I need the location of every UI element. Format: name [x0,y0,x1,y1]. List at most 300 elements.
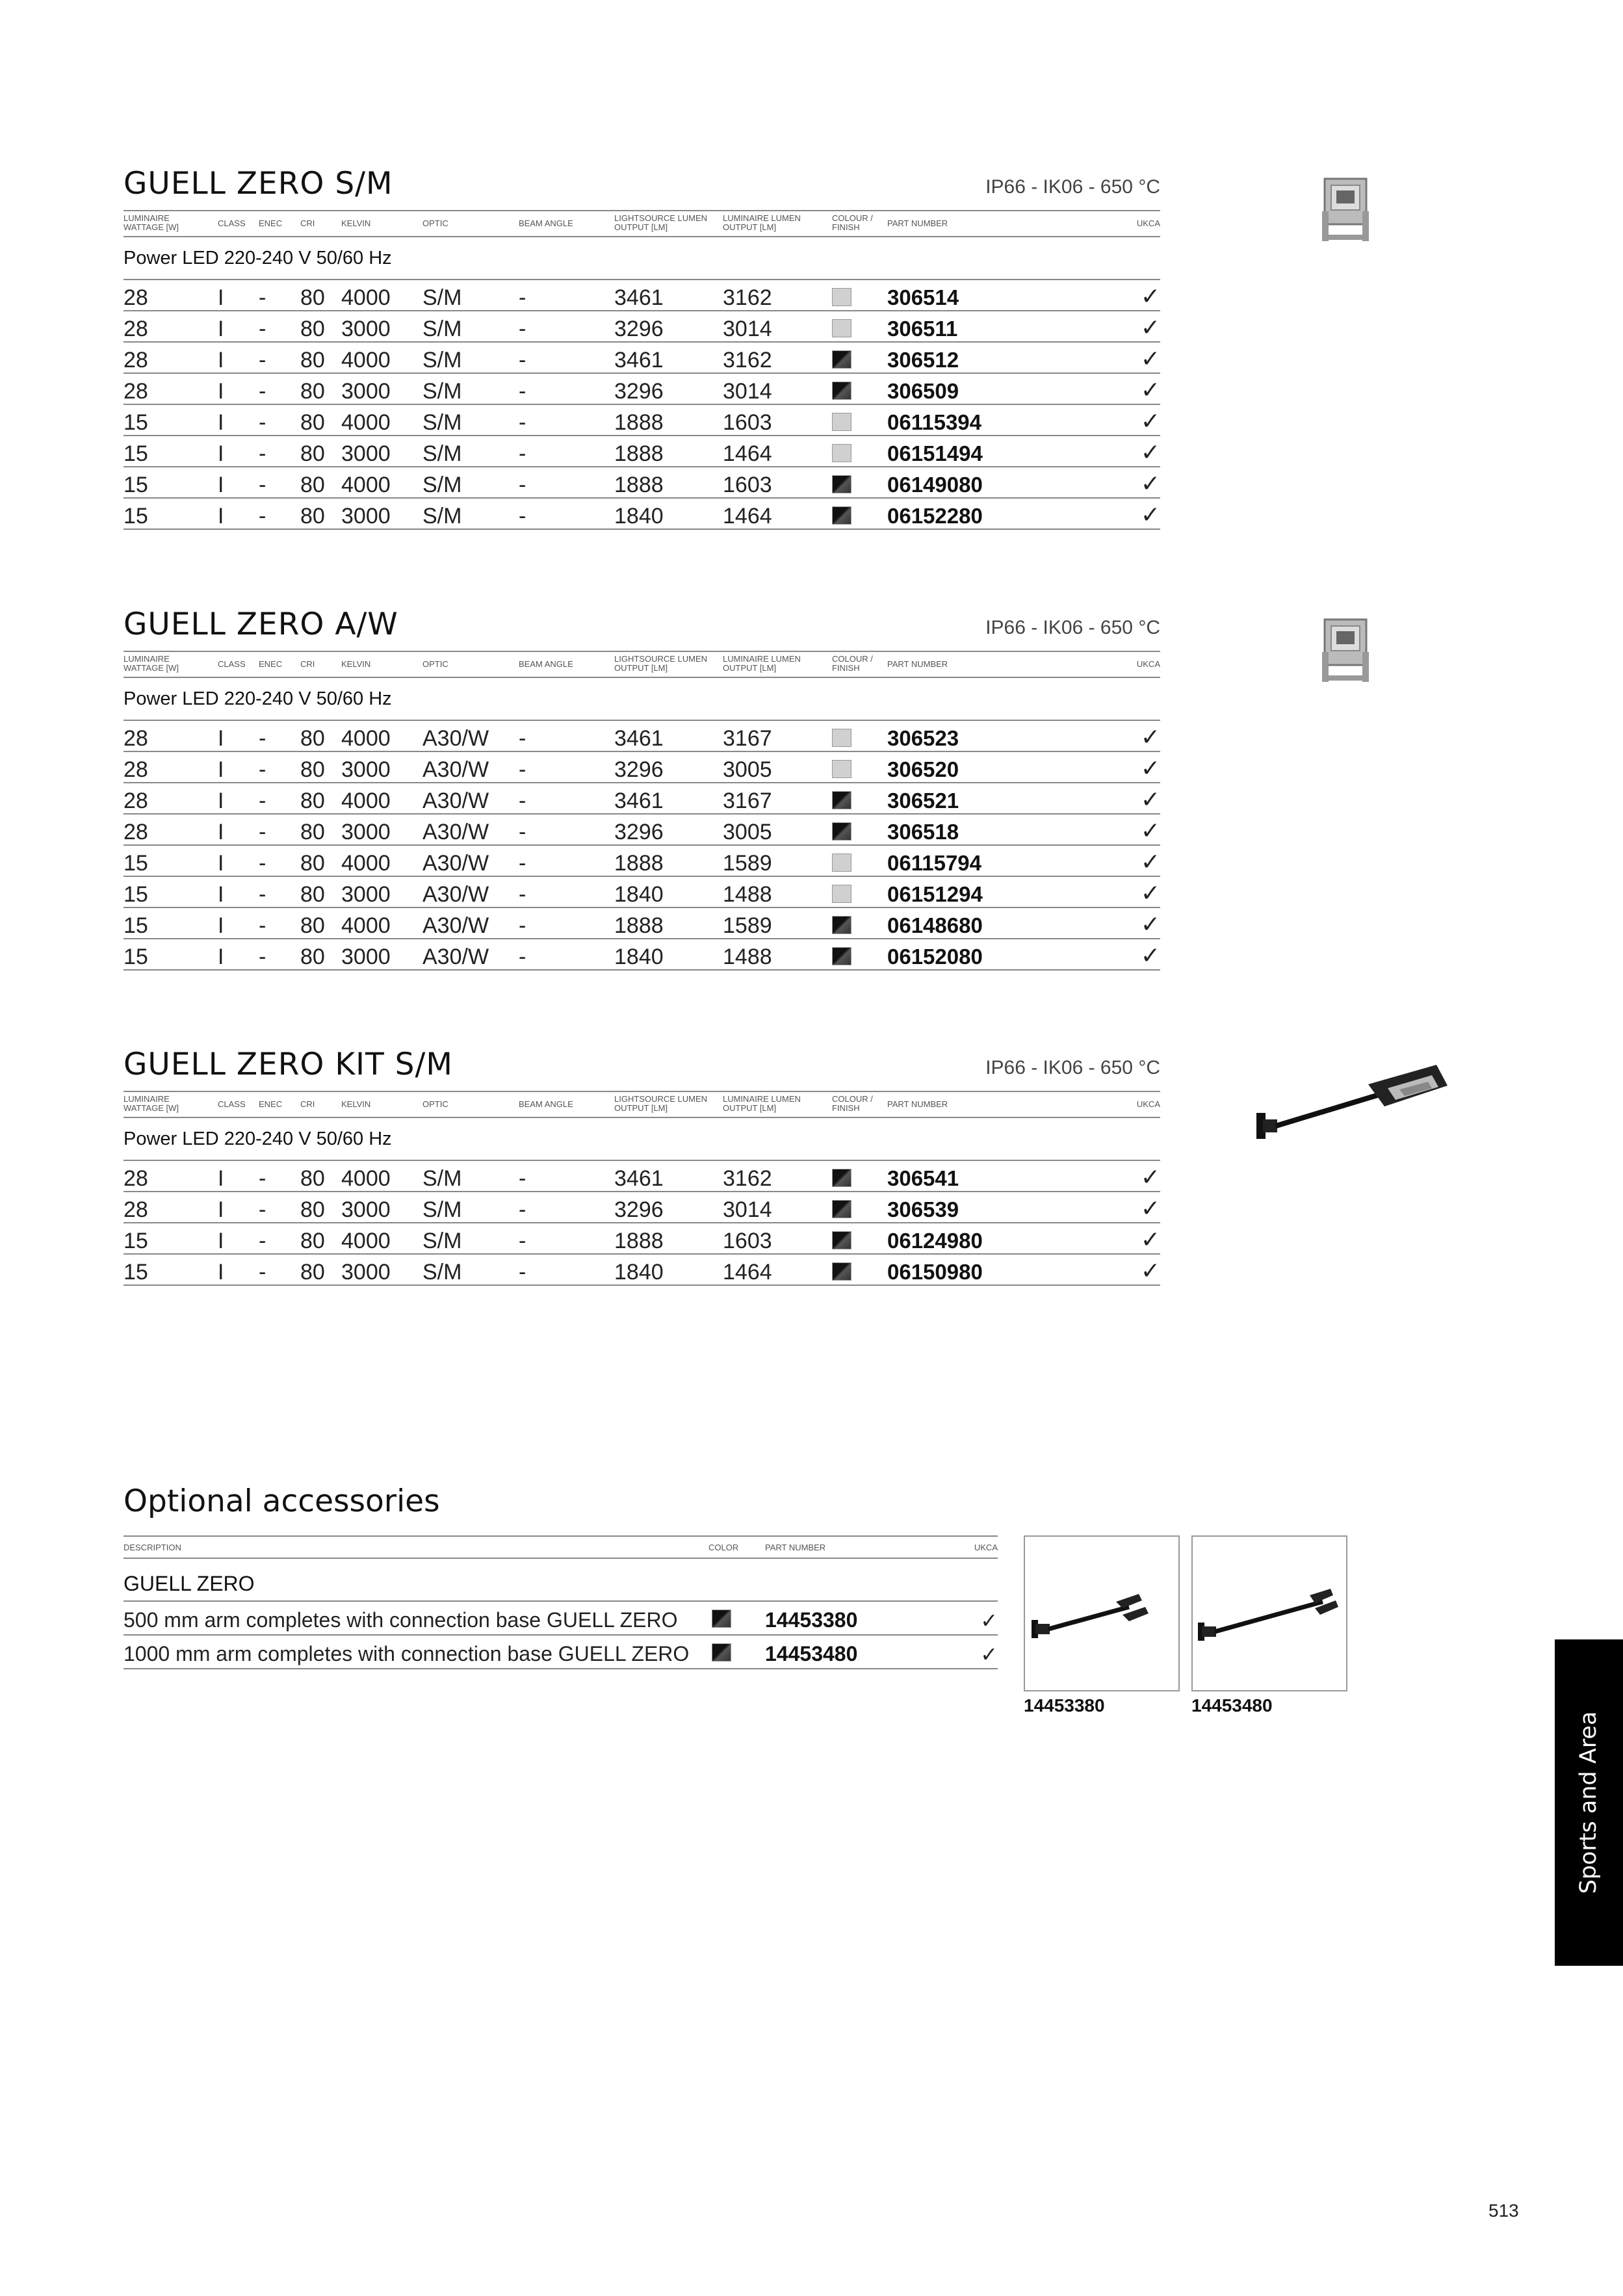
header-wattage: LUMINAIRE WATTAGE [W] [123,1094,179,1113]
ukca-check-icon: ✓ [1140,501,1160,528]
cell-cri: 80 [300,789,325,813]
cell-enec: - [259,1166,266,1191]
finish-swatch [712,1643,731,1662]
power-subhead: Power LED 220-240 V 50/60 Hz [123,1128,392,1149]
cell-optic: A30/W [422,913,489,938]
cell-enec: - [259,1197,266,1222]
header-optic: OPTIC [422,1099,448,1109]
header-enec: ENEC [259,1099,283,1109]
header-part: PART NUMBER [765,1543,826,1552]
cell-w: 28 [123,726,148,751]
part-number: 06148680 [887,913,983,937]
part-number: 06151494 [887,441,983,465]
header-kelvin: KELVIN [341,1099,371,1109]
table-row [123,436,1160,467]
cell-w: 15 [123,851,148,876]
cell-cri: 80 [300,1229,325,1253]
cell-k: 3000 [341,441,391,466]
cell-ls: 3296 [614,379,664,404]
cell-cri: 80 [300,726,325,751]
finish-swatch [832,729,851,747]
ukca-check-icon: ✓ [1140,283,1160,309]
cell-k: 3000 [341,882,391,907]
cell-lum: 3005 [723,757,772,782]
finish-swatch [832,885,851,903]
header-beam: BEAM ANGLE [519,1099,573,1109]
ukca-check-icon: ✓ [1140,439,1160,465]
ukca-check-icon: ✓ [1140,942,1160,969]
cell-lum: 3014 [723,1197,772,1222]
table-row [123,499,1160,530]
cell-k: 4000 [341,851,391,876]
ukca-check-icon: ✓ [1140,314,1160,341]
cell-lum: 3162 [723,1166,772,1191]
cell-lum: 3014 [723,379,772,404]
part-number: 306518 [887,820,959,844]
finish-swatch [832,760,851,778]
header-kelvin: KELVIN [341,218,371,228]
cell-ls: 1888 [614,441,664,466]
part-number: 06124980 [887,1229,983,1253]
header-description: DESCRIPTION [123,1543,181,1552]
header-cri: CRI [300,1099,315,1109]
part-number: 14453480 [765,1642,858,1665]
accessory-image-500 [1024,1535,1180,1691]
cell-cls: I [218,1260,224,1285]
ukca-check-icon: ✓ [1140,1164,1160,1190]
table-header [123,651,1160,678]
cell-w: 15 [123,882,148,907]
accessory-image-label: 14453480 [1191,1695,1273,1715]
table-row [123,467,1160,499]
part-number: 306520 [887,757,959,781]
cell-ls: 1888 [614,410,664,435]
ip-rating: IP66 - IK06 - 650 °C [985,617,1160,638]
cell-beam: - [519,473,526,497]
cell-w: 15 [123,473,148,497]
cell-k: 4000 [341,1229,391,1253]
arm-1000-icon [1193,1537,1346,1690]
cell-k: 4000 [341,285,391,310]
cell-enec: - [259,1229,266,1253]
cell-lum: 3005 [723,820,772,844]
cell-lum: 1464 [723,1260,772,1285]
ip-rating: IP66 - IK06 - 650 °C [985,1057,1160,1078]
table-row [123,846,1160,877]
cell-cri: 80 [300,913,325,938]
cell-optic: A30/W [422,757,489,782]
cell-cri: 80 [300,379,325,404]
cell-k: 3000 [341,504,391,528]
cell-ls: 3296 [614,1197,664,1222]
cell-enec: - [259,379,266,404]
cell-w: 28 [123,757,148,782]
cell-lum: 1603 [723,1229,772,1253]
cell-optic: S/M [422,504,462,528]
cell-cri: 80 [300,1166,325,1191]
cell-cls: I [218,317,224,341]
power-subhead: Power LED 220-240 V 50/60 Hz [123,688,392,709]
floodlight-icon [1319,172,1371,244]
cell-ls: 1840 [614,504,664,528]
cell-cls: I [218,504,224,528]
cell-beam: - [519,913,526,938]
cell-cls: I [218,285,224,310]
cell-beam: - [519,851,526,876]
cell-cri: 80 [300,504,325,528]
cell-optic: S/M [422,473,462,497]
cell-k: 4000 [341,789,391,813]
cell-lum: 1488 [723,882,772,907]
finish-swatch [832,413,851,431]
cell-beam: - [519,820,526,844]
cell-ls: 1840 [614,1260,664,1285]
cell-optic: S/M [422,1260,462,1285]
cell-lum: 1589 [723,851,772,876]
header-ukca: UKCA [1136,659,1160,669]
part-number: 06152280 [887,504,983,528]
ukca-check-icon: ✓ [1140,880,1160,906]
ukca-check-icon: ✓ [1140,1257,1160,1284]
part-number: 306511 [887,317,958,341]
finish-swatch [712,1610,731,1628]
cell-w: 28 [123,317,148,341]
cell-cls: I [218,441,224,466]
header-color: COLOR [708,1543,739,1552]
ukca-check-icon: ✓ [1140,1226,1160,1253]
section-title: GUELL ZERO S/M [123,166,393,202]
cell-cls: I [218,473,224,497]
accessories-title: Optional accessories [123,1483,440,1519]
table-row [123,1192,1160,1223]
table-rows [123,280,1160,530]
cell-lum: 1464 [723,504,772,528]
header-optic: OPTIC [422,218,448,228]
header-lightsource: LIGHTSOURCE LUMEN OUTPUT [LM] [614,213,708,232]
finish-swatch [832,288,851,306]
arm-500-icon [1025,1537,1178,1690]
cell-k: 4000 [341,726,391,751]
cell-beam: - [519,1197,526,1222]
cell-optic: S/M [422,410,462,435]
ip-rating: IP66 - IK06 - 650 °C [985,176,1160,198]
finish-swatch [832,916,851,934]
cell-w: 15 [123,1260,148,1285]
cell-ls: 3461 [614,726,664,751]
cell-cls: I [218,882,224,907]
header-optic: OPTIC [422,659,448,669]
cell-k: 4000 [341,913,391,938]
product-section-aw [123,607,1160,977]
cell-lum: 3167 [723,726,772,751]
table-row [123,374,1160,405]
cell-beam: - [519,348,526,372]
cell-lum: 3162 [723,285,772,310]
cell-ls: 1840 [614,945,664,969]
header-lightsource: LIGHTSOURCE LUMEN OUTPUT [LM] [614,654,708,673]
floodlight-kit-icon [1251,1060,1466,1147]
finish-swatch [832,382,851,400]
header-ukca: UKCA [974,1543,998,1552]
cell-lum: 1603 [723,473,772,497]
cell-w: 28 [123,379,148,404]
floodlight-icon [1319,613,1371,685]
cell-enec: - [259,882,266,907]
accessory-description: 500 mm arm completes with connection base GUELL ZERO [123,1608,678,1632]
header-finish: COLOUR / FINISH [832,654,873,673]
product-section-kit [123,1047,1160,1294]
cell-optic: A30/W [422,882,489,907]
header-part: PART NUMBER [887,218,948,228]
header-part: PART NUMBER [887,1099,948,1109]
accessory-image-label: 14453380 [1024,1695,1105,1715]
ukca-check-icon: ✓ [1140,848,1160,875]
cell-cri: 80 [300,1197,325,1222]
finish-swatch [832,1169,851,1187]
cell-w: 28 [123,348,148,372]
header-cri: CRI [300,659,315,669]
header-finish: COLOUR / FINISH [832,213,873,232]
cell-cri: 80 [300,441,325,466]
cell-cls: I [218,726,224,751]
cell-enec: - [259,410,266,435]
cell-enec: - [259,913,266,938]
table-row [123,783,1160,815]
table-row [123,939,1160,971]
header-class: CLASS [218,1099,246,1109]
header-luminaire: LUMINAIRE LUMEN OUTPUT [LM] [723,1094,801,1113]
side-tab-label: Sports and Area [1576,1711,1602,1894]
cell-ls: 3461 [614,789,664,813]
finish-swatch [832,506,851,525]
header-luminaire: LUMINAIRE LUMEN OUTPUT [LM] [723,654,801,673]
cell-k: 3000 [341,820,391,844]
cell-optic: S/M [422,441,462,466]
cell-beam: - [519,1229,526,1253]
cell-ls: 3461 [614,1166,664,1191]
cell-beam: - [519,789,526,813]
cell-lum: 3167 [723,789,772,813]
header-part: PART NUMBER [887,659,948,669]
cell-lum: 1603 [723,410,772,435]
cell-optic: A30/W [422,820,489,844]
cell-optic: S/M [422,348,462,372]
cell-cls: I [218,945,224,969]
cell-enec: - [259,1260,266,1285]
cell-optic: A30/W [422,945,489,969]
table-row [123,405,1160,436]
cell-cls: I [218,1197,224,1222]
table-row [123,908,1160,939]
accessories-subhead: GUELL ZERO [123,1572,255,1595]
ukca-check-icon: ✓ [1140,345,1160,372]
table-row [123,280,1160,311]
section-title: GUELL ZERO A/W [123,607,398,642]
ukca-check-icon: ✓ [1140,470,1160,497]
table-row [123,343,1160,374]
cell-w: 15 [123,913,148,938]
cell-cri: 80 [300,820,325,844]
cell-lum: 1464 [723,441,772,466]
cell-cri: 80 [300,473,325,497]
cell-beam: - [519,379,526,404]
cell-cls: I [218,757,224,782]
cell-cls: I [218,410,224,435]
accessory-description: 1000 mm arm completes with connection base GUELL ZERO [123,1642,690,1665]
cell-beam: - [519,410,526,435]
cell-enec: - [259,285,266,310]
cell-enec: - [259,851,266,876]
cell-optic: S/M [422,1197,462,1222]
header-class: CLASS [218,218,246,228]
part-number: 306523 [887,726,959,750]
header-beam: BEAM ANGLE [519,218,573,228]
ukca-check-icon: ✓ [980,1643,998,1666]
cell-ls: 1888 [614,851,664,876]
cell-k: 4000 [341,348,391,372]
cell-optic: S/M [422,317,462,341]
table-header [123,210,1160,237]
table-row [123,1161,1160,1192]
cell-lum: 3162 [723,348,772,372]
part-number: 14453380 [765,1608,858,1632]
cell-enec: - [259,820,266,844]
part-number: 306514 [887,285,959,309]
cell-ls: 3296 [614,820,664,844]
cell-w: 15 [123,504,148,528]
cell-cls: I [218,851,224,876]
section-side-tab [1555,1639,1623,1966]
cell-beam: - [519,726,526,751]
cell-ls: 3296 [614,757,664,782]
table-row [123,752,1160,783]
table-row [123,1223,1160,1255]
cell-k: 3000 [341,757,391,782]
header-lightsource: LIGHTSOURCE LUMEN OUTPUT [LM] [614,1094,708,1113]
cell-ls: 3296 [614,317,664,341]
accessory-image-1000 [1191,1535,1347,1691]
cell-cri: 80 [300,285,325,310]
ukca-check-icon: ✓ [1140,376,1160,403]
table-header [123,1091,1160,1118]
part-number: 306539 [887,1197,959,1221]
cell-enec: - [259,945,266,969]
finish-swatch [832,854,851,872]
cell-k: 4000 [341,410,391,435]
finish-swatch [832,947,851,965]
cell-enec: - [259,441,266,466]
finish-swatch [832,475,851,493]
cell-enec: - [259,317,266,341]
finish-swatch [832,1231,851,1249]
part-number: 06149080 [887,473,983,497]
cell-cls: I [218,379,224,404]
cell-w: 28 [123,1166,148,1191]
cell-ls: 1888 [614,473,664,497]
table-row [123,1255,1160,1286]
part-number: 06115394 [887,410,982,434]
header-enec: ENEC [259,659,283,669]
ukca-check-icon: ✓ [1140,817,1160,844]
table-row [123,721,1160,752]
table-row [123,815,1160,846]
cell-cls: I [218,348,224,372]
cell-w: 15 [123,441,148,466]
cell-cri: 80 [300,410,325,435]
header-wattage: LUMINAIRE WATTAGE [W] [123,213,179,232]
finish-swatch [832,791,851,809]
part-number: 06152080 [887,945,983,969]
part-number: 306541 [887,1166,959,1190]
header-luminaire: LUMINAIRE LUMEN OUTPUT [LM] [723,213,801,232]
cell-k: 4000 [341,473,391,497]
product-section-sm [123,166,1160,536]
cell-ls: 3461 [614,285,664,310]
header-class: CLASS [218,659,246,669]
cell-optic: A30/W [422,851,489,876]
ukca-check-icon: ✓ [1140,1195,1160,1221]
table-rows [123,1161,1160,1286]
cell-cri: 80 [300,1260,325,1285]
ukca-check-icon: ✓ [1140,786,1160,813]
cell-ls: 1888 [614,1229,664,1253]
cell-k: 3000 [341,945,391,969]
cell-w: 28 [123,1197,148,1222]
ukca-check-icon: ✓ [1140,911,1160,937]
cell-cri: 80 [300,757,325,782]
section-title: GUELL ZERO KIT S/M [123,1047,453,1082]
header-wattage: LUMINAIRE WATTAGE [W] [123,654,179,673]
header-finish: COLOUR / FINISH [832,1094,873,1113]
cell-lum: 1488 [723,945,772,969]
accessories-rows [123,1600,998,1669]
cell-cri: 80 [300,882,325,907]
table-row [123,1602,998,1636]
cell-k: 3000 [341,379,391,404]
header-kelvin: KELVIN [341,659,371,669]
part-number: 06151294 [887,882,983,906]
cell-w: 15 [123,945,148,969]
cell-beam: - [519,757,526,782]
cell-cri: 80 [300,317,325,341]
cell-ls: 3461 [614,348,664,372]
cell-beam: - [519,1260,526,1285]
cell-optic: S/M [422,1229,462,1253]
cell-beam: - [519,504,526,528]
finish-swatch [832,350,851,369]
part-number: 306509 [887,379,959,403]
cell-beam: - [519,317,526,341]
header-beam: BEAM ANGLE [519,659,573,669]
cell-beam: - [519,1166,526,1191]
cell-optic: S/M [422,1166,462,1191]
cell-cls: I [218,913,224,938]
cell-ls: 1840 [614,882,664,907]
cell-beam: - [519,945,526,969]
cell-lum: 1589 [723,913,772,938]
header-enec: ENEC [259,218,283,228]
cell-enec: - [259,473,266,497]
cell-enec: - [259,789,266,813]
part-number: 306521 [887,789,959,813]
cell-cri: 80 [300,945,325,969]
cell-enec: - [259,757,266,782]
cell-k: 4000 [341,1166,391,1191]
cell-ls: 1888 [614,913,664,938]
cell-cls: I [218,789,224,813]
header-ukca: UKCA [1136,218,1160,228]
ukca-check-icon: ✓ [980,1609,998,1632]
